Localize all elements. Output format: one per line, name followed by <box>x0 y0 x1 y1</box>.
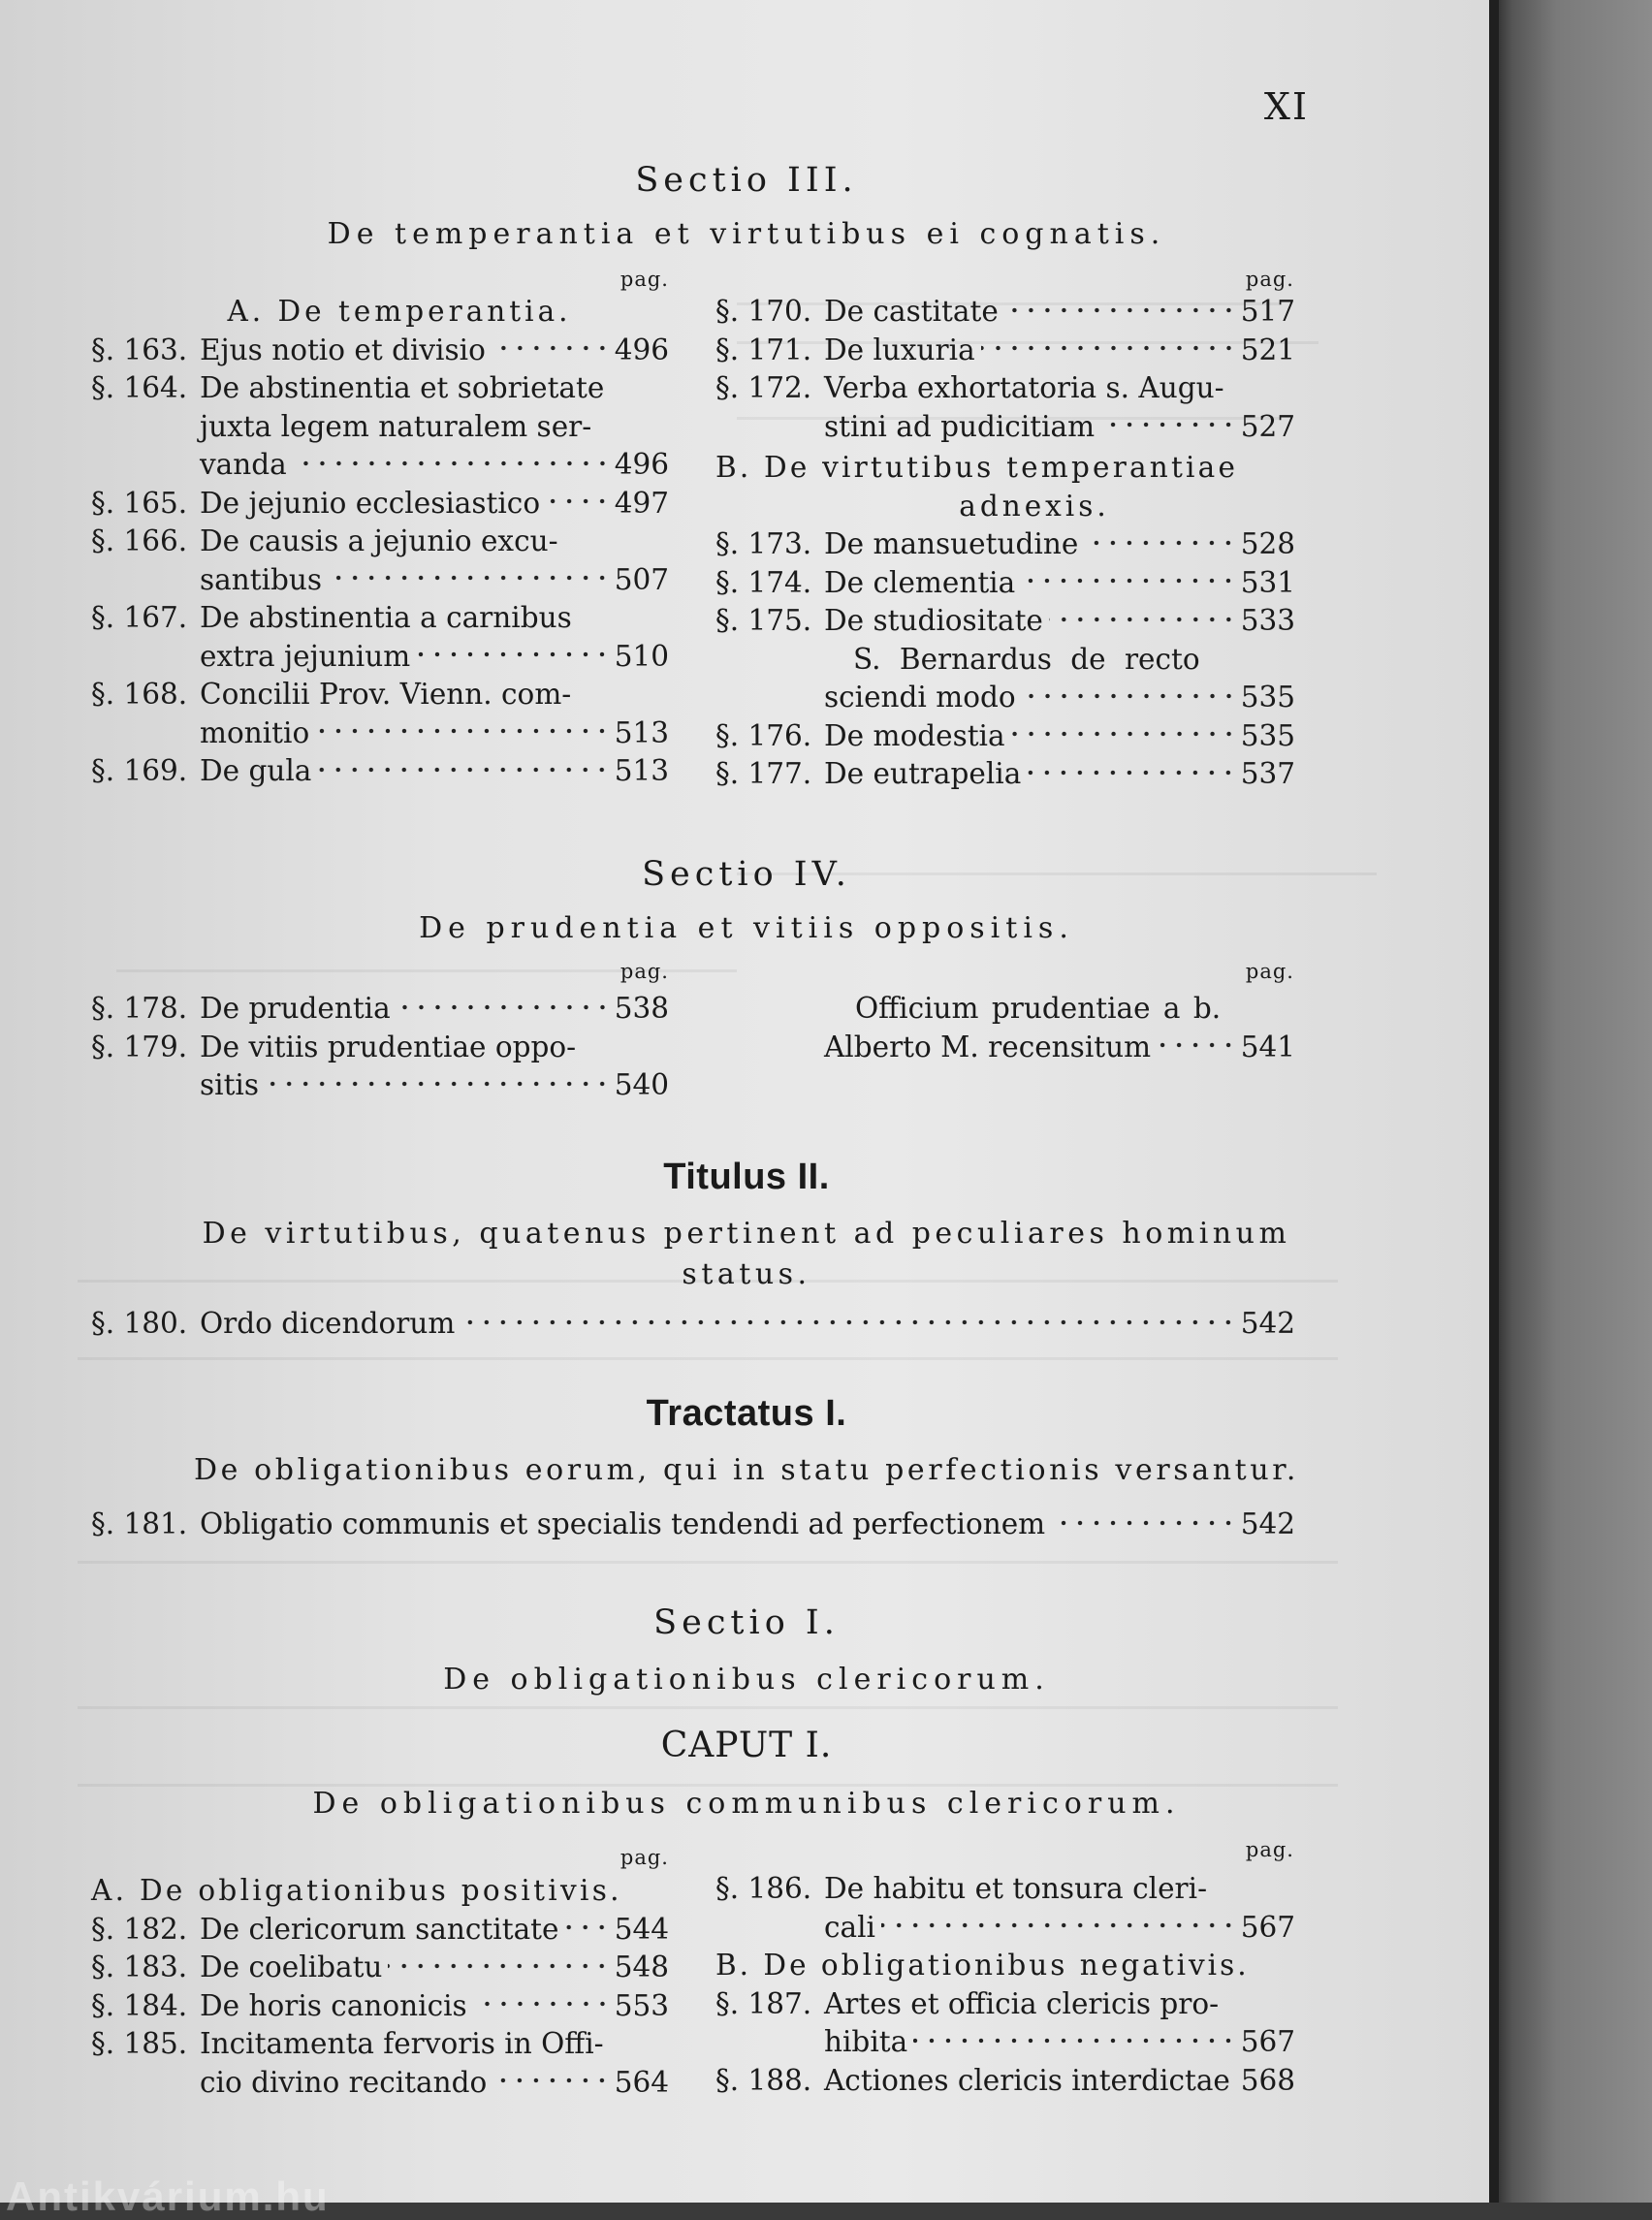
section-number: §. 173. <box>715 527 812 560</box>
toc-entry[interactable] <box>715 525 1295 564</box>
toc-entry[interactable] <box>91 599 669 638</box>
entry-title: De eutrapelia <box>824 757 1022 790</box>
section-number: §. 164. <box>91 371 188 404</box>
entry-title: Incitamenta fervoris in Offi- <box>200 2027 604 2060</box>
page-ref: 528 <box>1240 527 1295 560</box>
sectio-iii-left-column <box>91 293 669 791</box>
section-number: §. 171. <box>715 333 812 366</box>
entry-title: De luxuria <box>824 333 975 366</box>
entry-title: De clericorum sanctitate <box>200 1912 559 1946</box>
section-number: §. 168. <box>91 678 188 711</box>
toc-entry[interactable] <box>91 369 669 408</box>
dot-leader <box>473 1989 611 2018</box>
section-number: §. 182. <box>91 1912 188 1946</box>
toc-entry[interactable] <box>91 1029 669 1067</box>
dot-leader <box>416 640 611 669</box>
dot-leader <box>492 2066 610 2095</box>
entry-title-continued: cio divino recitando <box>200 2065 488 2099</box>
titulus-ii-subtitle-continued: status. <box>682 1257 811 1291</box>
section-number: §. 163. <box>91 333 188 366</box>
dot-leader <box>492 333 611 363</box>
toc-entry[interactable] <box>715 564 1295 603</box>
page-ref: 548 <box>614 1950 669 1983</box>
toc-entry[interactable] <box>715 755 1295 794</box>
section-number: §. 175. <box>715 604 812 637</box>
background-surface <box>1493 0 1652 2203</box>
pag-label: pag. <box>620 268 669 291</box>
pag-label: pag. <box>1245 268 1294 291</box>
dot-leader <box>1004 296 1237 325</box>
section-number: §. 186. <box>715 1872 812 1905</box>
dot-leader <box>388 1951 610 1981</box>
dot-leader <box>1236 2064 1237 2093</box>
entry-title: De prudentia <box>200 992 391 1025</box>
entry-title: De gula <box>200 754 312 787</box>
sectio-i-left-column <box>91 1872 669 2102</box>
page-ref: 496 <box>614 448 669 481</box>
dot-leader <box>981 333 1237 363</box>
page-ref: 521 <box>1240 333 1295 366</box>
pag-label: pag. <box>620 1846 669 1869</box>
entry-title: De causis a jejunio excu- <box>200 524 558 557</box>
section-subheading-continued: adnexis. <box>959 489 1110 523</box>
section-number: §. 166. <box>91 524 188 557</box>
dot-leader <box>913 2026 1236 2055</box>
entry-title: Ejus notio et divisio <box>200 333 486 366</box>
entry-title: Actiones clericis interdictae <box>824 2063 1230 2097</box>
entry-title: De vitiis prudentiae oppo- <box>200 1030 577 1063</box>
pag-label: pag. <box>1245 960 1294 983</box>
dot-leader <box>1157 1031 1237 1060</box>
page-ref: 540 <box>614 1068 669 1101</box>
section-subheading: A. De obligationibus positivis. <box>91 1874 622 1907</box>
dot-leader <box>315 716 610 745</box>
section-number: §. 183. <box>91 1950 188 1983</box>
entry-title-continued: monitio <box>200 715 310 749</box>
page-ref: 567 <box>1240 2025 1295 2058</box>
toc-entry[interactable] <box>91 676 669 714</box>
page-ref: 517 <box>1240 295 1295 328</box>
page-edge-shadow <box>1489 0 1499 2203</box>
toc-entry-end <box>715 408 1295 447</box>
page-ref: 507 <box>614 562 669 596</box>
entry-title: De coelibatu <box>200 1950 383 1983</box>
tractatus-i-title: Tractatus I. <box>646 1393 847 1434</box>
toc-entry[interactable] <box>715 1985 1295 2024</box>
toc-entry-end <box>91 2064 669 2103</box>
sectio-iv-subtitle: De prudentia et vitiis oppositis. <box>419 911 1074 945</box>
section-number: §. 187. <box>715 1986 812 2020</box>
dot-leader <box>1021 566 1236 595</box>
section-number: §. 181. <box>91 1507 188 1540</box>
pag-label: pag. <box>620 960 669 983</box>
page-ref: 567 <box>1240 1910 1295 1944</box>
page-ref: 533 <box>1240 604 1295 637</box>
entry-title-continued: vanda <box>200 448 287 481</box>
section-number: §. 170. <box>715 295 812 328</box>
entry-title-continued: sciendi modo <box>824 681 1016 714</box>
section-number: §. 169. <box>91 754 188 787</box>
section-number: §. 179. <box>91 1030 188 1063</box>
toc-entry-end <box>91 446 669 485</box>
entry-title: De castitate <box>824 295 999 328</box>
dot-leader <box>881 1911 1237 1940</box>
toc-entry[interactable] <box>715 717 1295 756</box>
page-ref: 542 <box>1240 1307 1295 1340</box>
toc-entry[interactable] <box>715 293 1295 332</box>
entry-title: De habitu et tonsura cleri- <box>824 1872 1208 1905</box>
toc-entry[interactable] <box>91 332 669 370</box>
sectio-i-subtitle: De obligationibus clericorum. <box>443 1663 1050 1697</box>
toc-entry-end <box>91 638 669 677</box>
tractatus-i-subtitle: De obligationibus eorum, qui in statu perfectionis versantur. <box>193 1453 1300 1487</box>
toc-entry[interactable] <box>715 602 1295 641</box>
entry-title: Officium prudentiae a b. <box>855 992 1222 1025</box>
toc-entry[interactable] <box>91 2025 669 2064</box>
section-number: §. 177. <box>715 757 812 790</box>
caput-i-subtitle: De obligationibus communibus clericorum. <box>312 1787 1181 1821</box>
page-ref: 541 <box>1240 1030 1295 1063</box>
toc-entry[interactable] <box>715 332 1295 370</box>
toc-entry-end <box>91 561 669 600</box>
dot-leader <box>397 993 611 1022</box>
dot-leader <box>1049 605 1237 634</box>
section-subheading: A. De temperantia. <box>227 295 572 328</box>
dot-leader <box>564 1913 610 1942</box>
dot-leader <box>317 755 610 784</box>
section-number: §. 178. <box>91 992 188 1025</box>
sectio-iii-right-column <box>715 293 1295 794</box>
page-ref: 542 <box>1240 1507 1295 1540</box>
toc-entry-end <box>715 2023 1295 2062</box>
dot-leader <box>1011 719 1237 748</box>
toc-entry[interactable] <box>91 990 669 1029</box>
entry-title: De mansuetudine <box>824 527 1079 560</box>
section-number: §. 167. <box>91 601 188 634</box>
dot-leader <box>1027 758 1236 787</box>
entry-title: De abstinentia et sobrietate <box>200 371 605 404</box>
sectio-i-title: Sectio I. <box>653 1603 840 1642</box>
section-number: §. 180. <box>91 1307 188 1340</box>
sectio-i-right-column <box>715 1870 1295 2100</box>
toc-entry[interactable] <box>91 1911 669 1950</box>
section-number: §. 172. <box>715 371 812 404</box>
dot-leader <box>1084 528 1236 557</box>
entry-title: De modestia <box>824 718 1005 752</box>
entry-title-continued: juxta legem naturalem ser- <box>200 409 592 443</box>
entry-title: De clementia <box>824 565 1016 599</box>
dot-leader <box>328 563 611 592</box>
entry-title: De studiositate <box>824 604 1043 637</box>
toc-entry[interactable] <box>91 1949 669 1987</box>
section-number: §. 165. <box>91 486 188 520</box>
page-ref: 527 <box>1240 409 1295 443</box>
dot-leader <box>461 1308 1236 1337</box>
pag-label: pag. <box>1245 1838 1294 1861</box>
entry-title: Ordo dicendorum <box>200 1307 456 1340</box>
sectio-iii-title: Sectio III. <box>635 161 858 200</box>
toc-entry[interactable] <box>91 1506 1295 1544</box>
entry-title: Artes et officia clericis pro- <box>824 1986 1220 2020</box>
section-number: §. 184. <box>91 1988 188 2022</box>
tractatus-i-entries <box>91 1506 1295 1544</box>
page-ref: 535 <box>1240 718 1295 752</box>
toc-entry-end <box>91 714 669 753</box>
section-subheading: B. De obligationibus negativis. <box>715 1949 1250 1982</box>
section-number: §. 185. <box>91 2027 188 2060</box>
toc-entry-end[interactable] <box>715 679 1295 717</box>
toc-entry-end <box>91 1066 669 1105</box>
dot-leader <box>265 1069 611 1098</box>
entry-title-continued: hibita <box>824 2025 908 2058</box>
toc-entry-end[interactable] <box>715 1029 1295 1067</box>
entry-title: Verba exhortatoria s. Augu- <box>824 371 1224 404</box>
entry-title: De abstinentia a carnibus <box>200 601 572 634</box>
page-ref: 544 <box>614 1912 669 1946</box>
page-ref: 537 <box>1240 757 1295 790</box>
entry-title: Concilii Prov. Vienn. com- <box>200 678 572 711</box>
toc-entry[interactable] <box>715 1870 1295 1909</box>
section-number: §. 174. <box>715 565 812 599</box>
sectio-iv-right-column <box>715 990 1295 1066</box>
entry-title-continued: cali <box>824 1910 875 1944</box>
dot-leader <box>1051 1508 1237 1538</box>
entry-title-continued: santibus <box>200 562 323 596</box>
page-ref: 510 <box>614 639 669 673</box>
section-subheading: B. De virtutibus temperantiae <box>715 451 1239 484</box>
toc-entry[interactable] <box>91 1305 1295 1344</box>
toc-entry[interactable] <box>715 369 1295 408</box>
page-ref: 568 <box>1240 2063 1295 2097</box>
page-ref: 538 <box>614 992 669 1025</box>
sectio-iv-left-column <box>91 990 669 1105</box>
entry-title-continued: stini ad pudicitiam <box>824 409 1096 443</box>
entry-title-continued: Alberto M. recensitum <box>824 1030 1152 1063</box>
toc-entry-end <box>715 1909 1295 1948</box>
page-ref: 497 <box>614 486 669 520</box>
toc-entry[interactable] <box>91 752 669 791</box>
page-ref: 564 <box>614 2065 669 2099</box>
dot-leader <box>1022 682 1237 711</box>
toc-entry[interactable] <box>91 485 669 523</box>
titulus-ii-subtitle: De virtutibus, quatenus pertinent ad peculiares hominum <box>202 1217 1291 1251</box>
titulus-ii-title: Titulus II. <box>663 1157 830 1197</box>
sectio-iv-title: Sectio IV. <box>642 855 851 894</box>
watermark-text: Antikvárium.hu <box>6 2173 330 2219</box>
caput-i-title: CAPUT I. <box>660 1726 833 1765</box>
entry-title-continued: extra jejunium <box>200 639 411 673</box>
entry-title-continued: sitis <box>200 1068 260 1101</box>
dot-leader <box>293 449 611 478</box>
page-ref: 513 <box>614 754 669 787</box>
page-ref: 513 <box>614 715 669 749</box>
toc-entry[interactable] <box>91 523 669 561</box>
dot-leader <box>546 487 611 516</box>
page-ref: 531 <box>1240 565 1295 599</box>
entry-title: Obligatio communis et specialis tendendi ad perfectionem <box>200 1507 1046 1540</box>
toc-entry[interactable] <box>91 1987 669 2026</box>
entry-title: S. Bernardus de recto <box>853 642 1200 676</box>
dot-leader <box>1100 410 1237 439</box>
section-number: §. 176. <box>715 718 812 752</box>
sectio-iii-subtitle: De temperantia et virtutibus ei cognatis. <box>327 217 1166 251</box>
page-ref: 553 <box>614 1988 669 2022</box>
titulus-ii-entries <box>91 1305 1295 1344</box>
page-ref: 535 <box>1240 681 1295 714</box>
entry-title: De jejunio ecclesiastico <box>200 486 541 520</box>
toc-entry[interactable] <box>715 2062 1295 2101</box>
entry-title: De horis canonicis <box>200 1988 467 2022</box>
page-ref: 496 <box>614 333 669 366</box>
page-number: XI <box>1263 85 1309 128</box>
section-number: §. 188. <box>715 2063 812 2097</box>
